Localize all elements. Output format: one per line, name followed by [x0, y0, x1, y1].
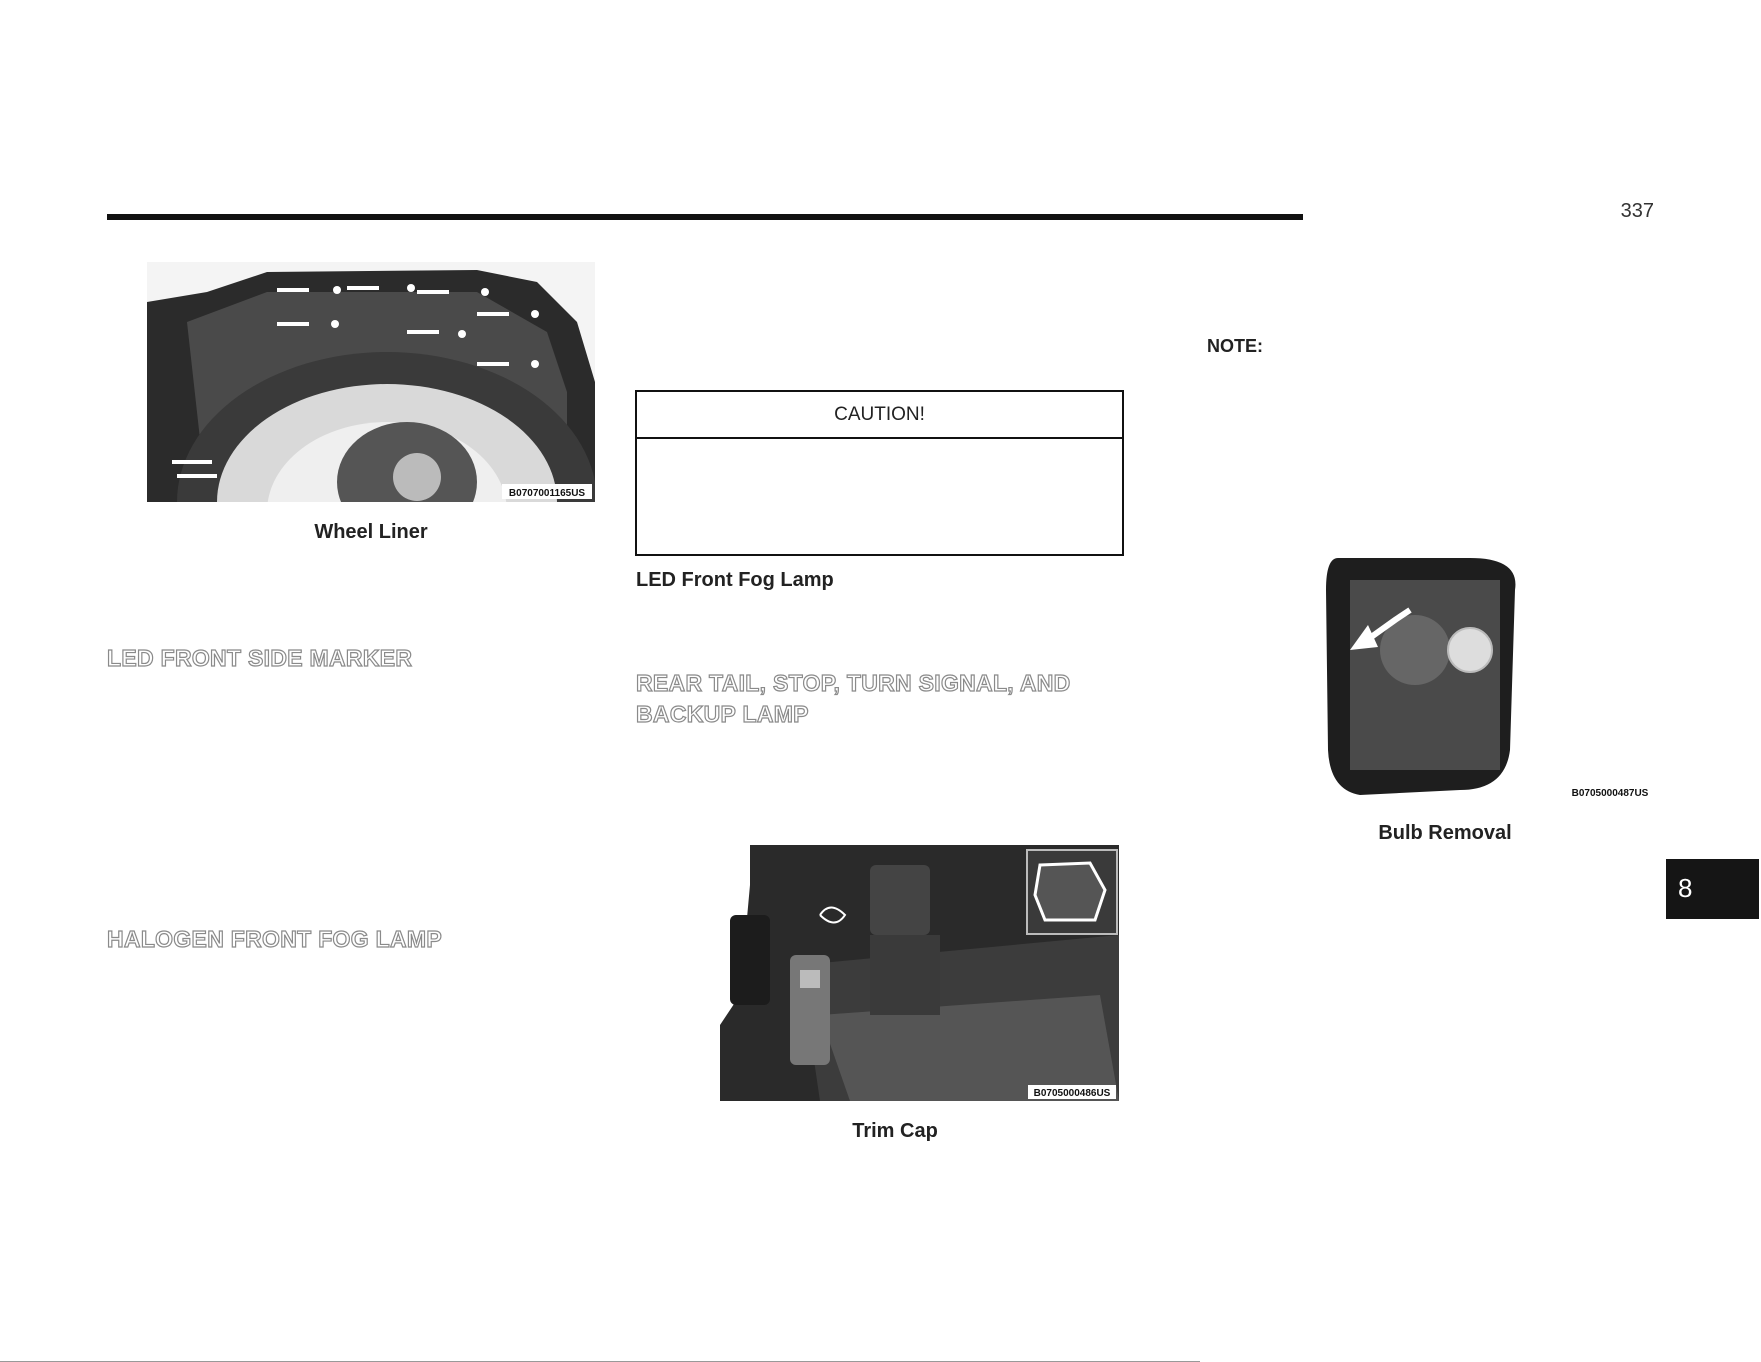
bulb-removal-image: [1320, 550, 1652, 806]
heading-halogen-front-fog-lamp: HALOGEN FRONT FOG LAMP: [107, 926, 442, 952]
trim-cap-image: [720, 845, 1119, 1101]
wheel-liner-image: [147, 262, 595, 502]
header-rule: [107, 214, 1303, 220]
wheel-liner-figure-code: B0707001165US: [508, 488, 586, 499]
chapter-tab-label: 8: [1678, 873, 1693, 903]
wheel-liner-illustration: [147, 262, 595, 502]
wheel-liner-caption: Wheel Liner: [314, 521, 428, 543]
trim-cap-illustration: [720, 845, 1119, 1101]
bulb-removal-illustration: [1320, 550, 1652, 806]
trim-cap-caption: Trim Cap: [852, 1120, 938, 1142]
note-label: NOTE:: [1207, 336, 1263, 356]
led-front-fog-lamp-caption: LED Front Fog Lamp: [636, 569, 834, 591]
bulb-removal-figure-code: B0705000487US: [1571, 788, 1649, 799]
bulb-removal-caption: Bulb Removal: [1378, 822, 1512, 844]
trim-cap-figure-code: B0705000486US: [1033, 1088, 1111, 1099]
caution-box: [635, 390, 1124, 556]
heading-led-front-side-marker: LED FRONT SIDE MARKER: [107, 645, 413, 671]
caution-title: CAUTION!: [637, 392, 1122, 439]
heading-rear-lamp: REAR TAIL, STOP, TURN SIGNAL, AND BACKUP LAMP: [636, 670, 1071, 727]
page-number: 337: [1620, 200, 1654, 222]
chapter-tab: [1666, 859, 1759, 919]
